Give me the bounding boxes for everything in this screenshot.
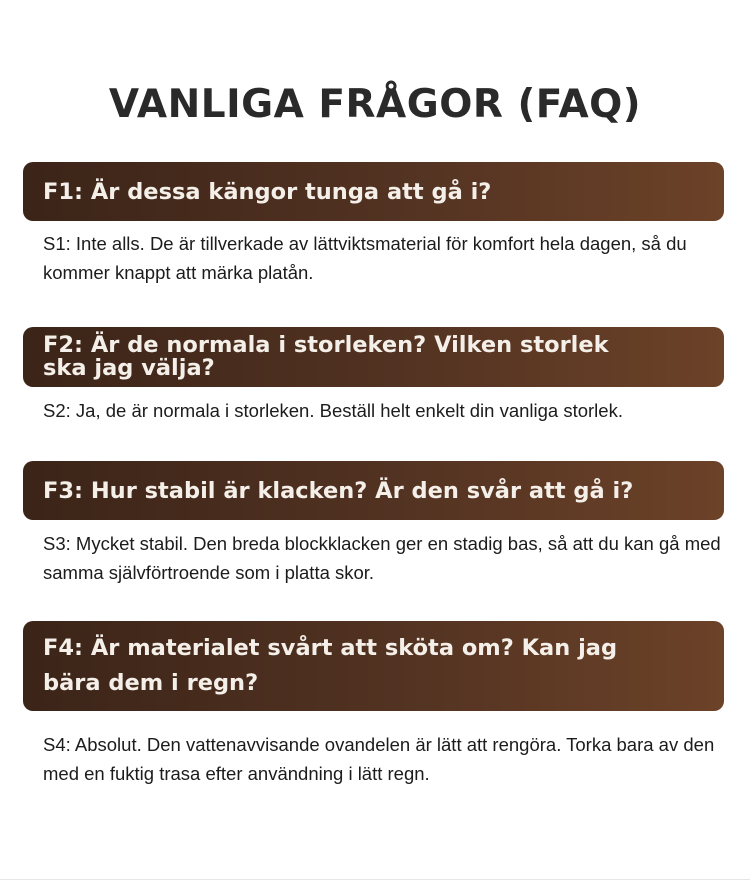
faq-question-1-text: F1: Är dessa kängor tunga att gå i? bbox=[43, 178, 492, 205]
faq-question-2-text: F2: Är de normala i storleken? Vilken storlek ska jag välja? bbox=[43, 332, 609, 381]
faq-answer-3: S3: Mycket stabil. Den breda blockklacken ger en stadig bas, så att du kan gå med samma självförtroende som i platta skor. bbox=[43, 533, 721, 583]
faq-question-4-text: F4: Är materialet svårt att sköta om? Kan jag bära dem i regn? bbox=[43, 635, 618, 696]
faq-question-2 bbox=[23, 327, 724, 387]
bottom-divider bbox=[0, 879, 750, 880]
faq-answer-4: S4: Absolut. Den vattenavvisande ovandelen är lätt att rengöra. Torka bara av den med en fuktig trasa efter användning i lätt regn. bbox=[43, 734, 715, 784]
faq-question-1 bbox=[23, 162, 724, 221]
faq-question-4 bbox=[23, 621, 724, 711]
faq-question-3-text: F3: Hur stabil är klacken? Är den svår att gå i? bbox=[43, 477, 634, 504]
page-title: VANLIGA FRÅGOR (FAQ) bbox=[108, 82, 642, 127]
faq-answer-1: S1: Inte alls. De är tillverkade av lättviktsmaterial för komfort hela dagen, så du kommer knappt att märka platån. bbox=[43, 233, 687, 283]
faq-answer-2: S2: Ja, de är normala i storleken. Beställ helt enkelt din vanliga storlek. bbox=[43, 400, 623, 421]
faq-question-3 bbox=[23, 461, 724, 520]
